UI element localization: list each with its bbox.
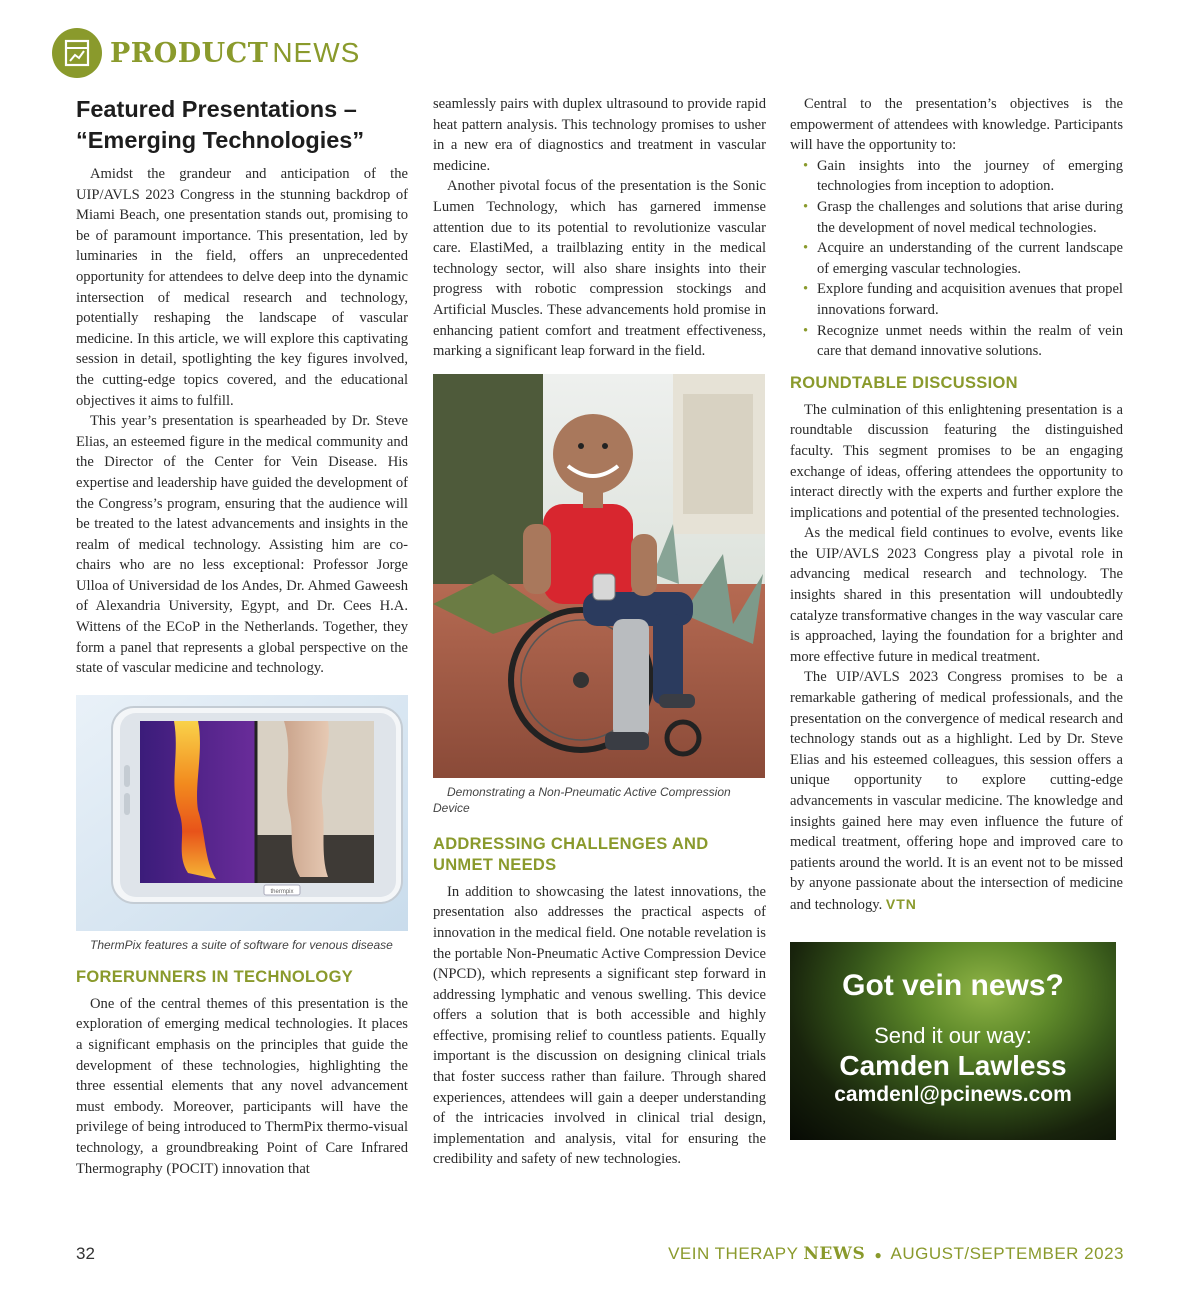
publication-name-bold: NEWS — [803, 1244, 866, 1264]
paragraph: seamlessly pairs with duplex ultrasound to provide rapid heat pattern analysis. This technology promises to usher in a new era of diagnostics and treatment in vascular medicine. — [433, 96, 766, 174]
paragraph: This year’s presentation is spearheaded by Dr. Steve Elias, an esteemed figure in the medical community and the Director of the Center for Vein Disease. His expertise and leadership have guided the development of the Congress’s program, ensuring that the audience will be treated to the latest advancements and insights in the realm of medical technology. Assisting him are co-chairs who are no less exceptional: Professor Jorge Ulloa of Universidad de los Andes, Dr. Ahmed Gaweesh of Alexandria University, Egypt, and Dr. Cees H.A. Wittens of the ECoP in the Netherlands. Together, they form a panel that represents a global perspective on the state of vascular medicine and technology. — [76, 413, 408, 677]
figure-caption: ThermPix features a suite of software for venous disease — [90, 937, 393, 952]
document-chart-icon — [52, 28, 102, 78]
paragraph: In addition to showcasing the latest innovations, the presentation also addresses the practical aspects of innovation in the medical field. One notable revelation is the portable Non-Pneumatic Active Compression Device (NPCD), which represents a significant step forward in addressing lymphatic and venous swelling. This device offers a solution that is both accessible and highly effective, promising relief to countless patients. Equally important is the discussion on designing clinical trials that foster success rather than failure. Through shared experiences, attendees will gain a deeper understanding of the intricacies involved in clinical trial design, implementation and analysis, vital for ensuring the credibility and safety of new technologies. — [433, 883, 766, 1168]
paragraph: The culmination of this enlightening presentation is a roundtable discussion featuring the distinguished faculty. This segment promises to be an engaging exchange of ideas, offering attendees the opportunity to interact directly with the experts and further explore the implications and potential of the presented technologies. — [790, 401, 1123, 521]
list-item: • Explore funding and acquisition avenues that propel innovations forward. — [790, 279, 1123, 320]
list-item: • Acquire an understanding of the current landscape of emerging vascular technologies. — [790, 238, 1123, 279]
paragraph — [790, 667, 1123, 915]
end-mark: VTN — [885, 895, 917, 912]
issue-date: AUGUST/SEPTEMBER 2023 — [890, 1244, 1124, 1263]
section-heading: ADDRESSING CHALLENGES AND UNMET NEEDS — [433, 834, 709, 874]
publication-name: VEIN THERAPY — [668, 1244, 804, 1263]
ad-subtitle: Send it our way: — [874, 1022, 1032, 1048]
ad-contact-name: Camden Lawless — [839, 1049, 1067, 1081]
figure-caption: Demonstrating a Non-Pneumatic Active Compression Device — [433, 784, 731, 815]
paragraph: Another pivotal focus of the presentation is the Sonic Lumen Technology, which has garnered immense attention due to its potential to revolutionize vascular care. ElastiMed, a trailblazing entity in the medical technology sector, will also share insights into their progress with robotic compression stockings and Artificial Muscles. These advancements hold promise in enhancing patient comfort and treatment effectiveness, marking a significant leap forward in the field. — [433, 178, 766, 360]
list-item: • Recognize unmet needs within the realm of vein care that demand innovative solutions. — [790, 321, 1123, 362]
section-heading: FORERUNNERS IN TECHNOLOGY — [76, 967, 354, 986]
objectives-list — [790, 156, 1123, 362]
paragraph: As the medical field continues to evolve, events like the UIP/AVLS 2023 Congress play a pivotal role in advancing medical research and technology. The insights shared in this presentation will undoubtedly catalyze transformative changes in the way vascular care is approached, laying the foundation for a brighter and more effective future in medical treatment. — [790, 525, 1123, 665]
page-number: 32 — [76, 1244, 95, 1263]
paragraph: Central to the presentation’s objectives is the empowerment of attendees with knowledge. Participants will have the opportunity to: — [790, 96, 1123, 154]
ad-contact-email[interactable]: camdenl@pcinews.com — [834, 1082, 1072, 1106]
section-title-news: NEWS — [272, 37, 361, 68]
paragraph: Amidst the grandeur and anticipation of the UIP/AVLS 2023 Congress in the stunning backdrop of Miami Beach, one presentation stands out, promising to be of paramount importance. This presentation, led by luminaries in the field, offers an unprecedented opportunity for attendees to delve deep into the dynamic intersection of medical research and technology, potentially reshaping the landscape of vascular medicine. In this article, we will explore this captivating session in detail, spotlighting the key figures involved, the cutting-edge topics covered, and the educational objectives it aims to fulfill. — [76, 166, 408, 409]
thermpix-tablet-image — [76, 695, 408, 931]
column-3 — [790, 94, 1123, 1140]
list-item: • Grasp the challenges and solutions that arise during the development of novel medical technologies. — [790, 197, 1123, 238]
list-item: • Gain insights into the journey of emerging technologies from inception to adoption. — [790, 156, 1123, 197]
column-1 — [76, 94, 408, 1179]
paragraph: One of the central themes of this presentation is the exploration of emerging medical technologies. It places a significant emphasis on the principles that guide the development of these technologies, highlighting the three essential elements that any novel advancement must embody. Moreover, participants will have the privilege of being introduced to ThermPix thermo-visual technology, a groundbreaking Point of Care Infrared Thermography (POCIT) innovation that — [76, 995, 408, 1177]
column-2 — [433, 94, 766, 1170]
ad-title: Got vein news? — [842, 968, 1064, 1002]
section-header — [52, 27, 360, 79]
wheelchair-photo — [433, 374, 765, 778]
section-heading: ROUNDTABLE DISCUSSION — [790, 373, 1018, 392]
paragraph-text: The UIP/AVLS 2023 Congress promises to be a remarkable gathering of medical professionals, and the presentation on the convergence of medical research and technology stands out as a highlight. Led by Dr. Steve Elias and his esteemed colleagues, this session offers a unique opportunity to explore cutting-edge advancements in vascular medicine. The knowledge and insights gained here may even influence the future of medical treatment, offering hope and improved care to patients around the world. It is an event not to be missed by anyone passionate about the intersection of medicine and technology. — [790, 669, 1123, 913]
vein-news-ad — [790, 942, 1116, 1140]
article-title: Featured Presentations – “Emerging Technologies” — [76, 96, 365, 153]
publication-footer — [668, 1244, 1124, 1264]
footer-bullet: ● — [874, 1248, 883, 1262]
section-title-product: PRODUCT — [110, 37, 269, 69]
tablet-brand-label: thermpix — [270, 888, 294, 895]
